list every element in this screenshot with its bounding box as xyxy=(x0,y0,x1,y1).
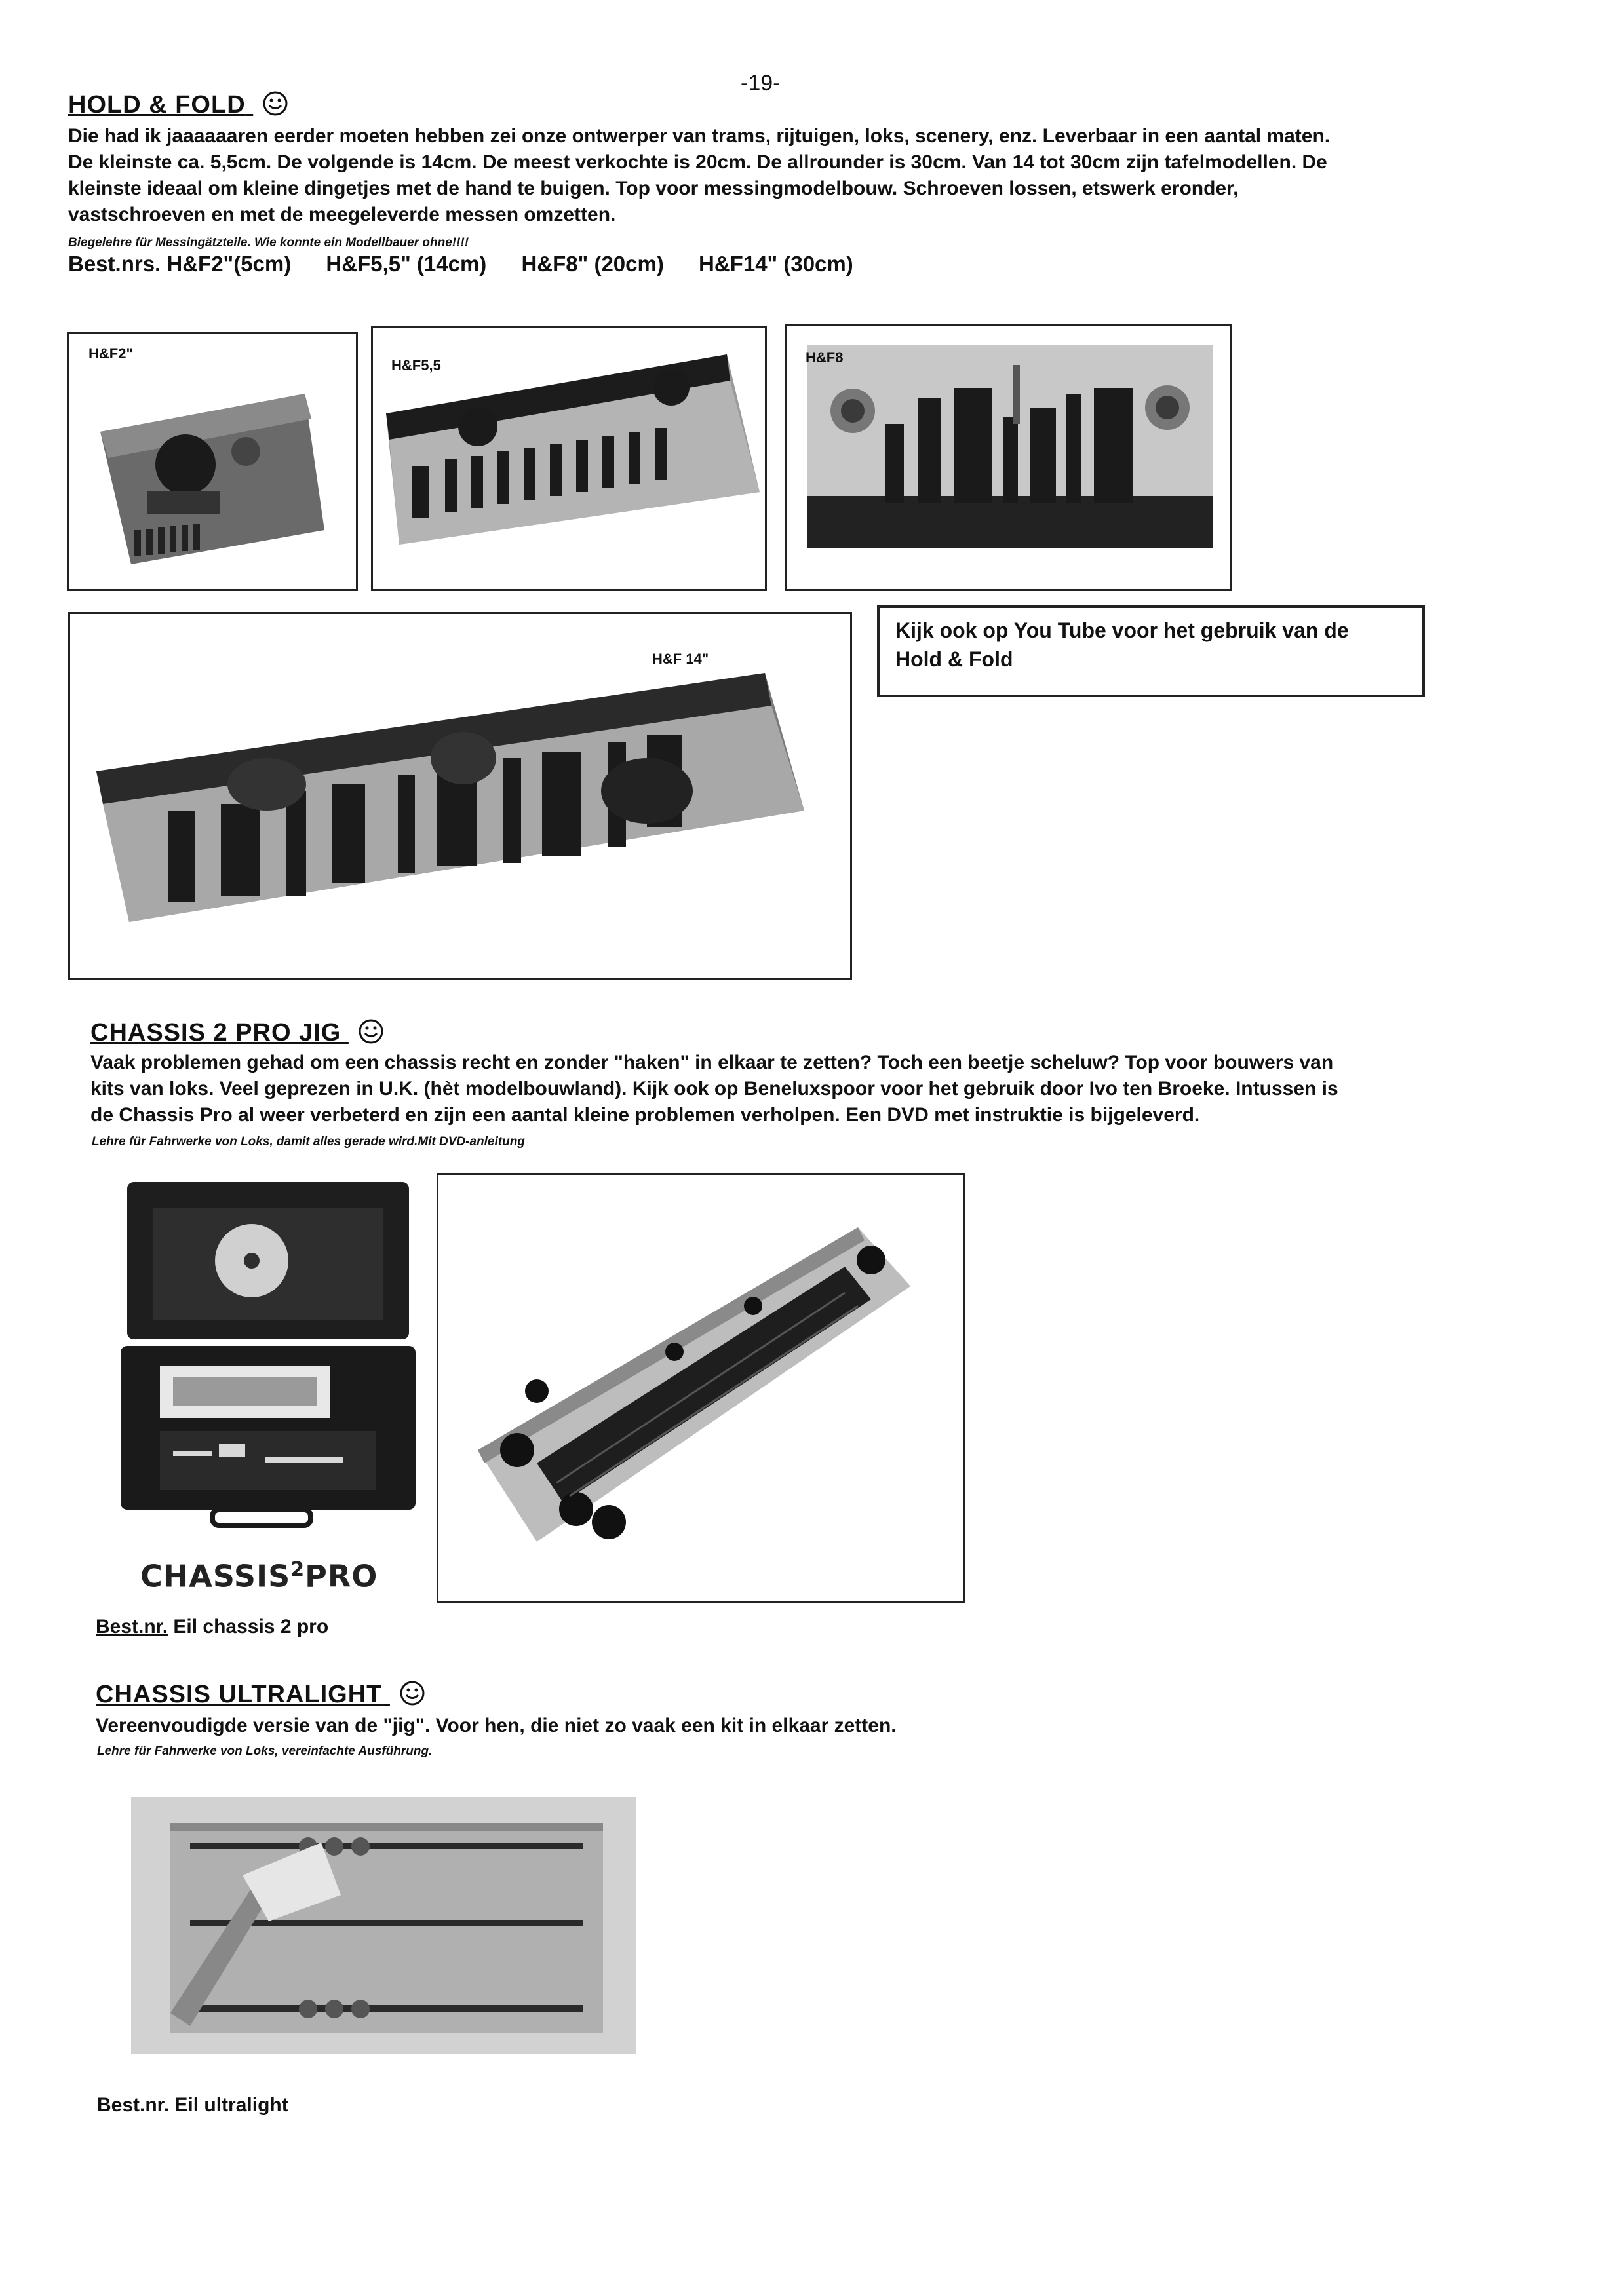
chassis-pro-description xyxy=(90,1050,1500,1128)
caption-rest: Eil chassis 2 pro xyxy=(168,1616,329,1637)
chassis-pro-caption xyxy=(96,1616,328,1638)
logo-suffix: PRO xyxy=(305,1558,378,1594)
chassis-pro-jig-photo xyxy=(437,1173,965,1603)
photo-label: H&F2" xyxy=(88,345,133,362)
hf14-image xyxy=(70,614,850,978)
hold-fold-title-text: HOLD & FOLD xyxy=(68,91,246,119)
hold-fold-order-numbers xyxy=(68,252,882,277)
photo-hf14 xyxy=(68,612,852,980)
hold-fold-german-note: Biegelehre für Messingätzteile. Wie konnte ein Modellbauer ohne!!!! xyxy=(68,236,469,250)
ultralight-image xyxy=(131,1797,636,2054)
chassis-pro-title-text: CHASSIS 2 PRO JIG xyxy=(90,1019,341,1046)
hold-fold-line: vastschroeven en met de meegeleverde messen omzetten. xyxy=(68,204,616,225)
hold-fold-description xyxy=(68,123,1477,228)
chassis-pro-line: Vaak problemen gehad om een chassis recht en zonder "haken" in elkaar te zetten? Toch een beetje scheluw? Top voor bouwers van xyxy=(90,1052,1334,1073)
chassis-ultralight-line: Vereenvoudigde versie van de "jig". Voor hen, die niet zo vaak een kit in elkaar zetten. xyxy=(96,1715,897,1736)
photo-label: H&F8 xyxy=(806,349,844,366)
smiley-icon xyxy=(358,1018,384,1044)
chassis-pro-german-note: Lehre für Fahrwerke von Loks, damit alles gerade wird.Mit DVD-anleitung xyxy=(92,1135,525,1149)
smiley-icon xyxy=(399,1680,425,1706)
jig-image xyxy=(438,1175,963,1601)
photo-hf5-5 xyxy=(371,326,767,591)
caption-prefix: Best.nr. xyxy=(96,1616,168,1637)
smiley-icon xyxy=(262,90,288,117)
chassis-ultralight-title-text: CHASSIS ULTRALIGHT xyxy=(96,1681,383,1708)
chassis-ultralight-caption: Best.nr. Eil ultralight xyxy=(97,2094,288,2116)
chassis-pro-line: de Chassis Pro al weer verbeterd en zijn een aantal kleine problemen verholpen. Een DVD met instruktie is bijgeleverd. xyxy=(90,1104,1200,1126)
chassis-pro-title xyxy=(90,1018,384,1047)
photo-hf2 xyxy=(67,332,358,591)
order-number: H&F5,5" (14cm) xyxy=(326,252,487,276)
hold-fold-line: Die had ik jaaaaaaren eerder moeten hebben zei onze ontwerper van trams, rijtuigen, loks, scenery, enz. Leverbaar in een aantal maten. xyxy=(68,125,1331,147)
hold-fold-line: De kleinste ca. 5,5cm. De volgende is 14cm. De meest verkochte is 20cm. De allrounder is 30cm. Van 14 tot 30cm zijn tafelmodellen. De xyxy=(68,151,1327,173)
chassis-pro-line: kits van loks. Veel geprezen in U.K. (hèt modelbouwland). Kijk ook op Beneluxspoor voor het gebruik door Ivo ten Broeke. Intussen is xyxy=(90,1078,1338,1100)
photo-hf8 xyxy=(785,324,1232,591)
chassis-pro-case-photo xyxy=(101,1169,429,1536)
order-number: Best.nrs. H&F2"(5cm) xyxy=(68,252,292,276)
photo-label: H&F 14" xyxy=(652,651,709,667)
photo-label: H&F5,5 xyxy=(391,357,441,373)
logo-text: CHASSIS xyxy=(140,1558,291,1594)
hold-fold-title xyxy=(68,90,288,119)
chassis-pro-logo xyxy=(140,1558,378,1594)
chassis-ultralight-photo xyxy=(131,1797,636,2054)
page-number: -19- xyxy=(741,71,781,96)
order-number: H&F14" (30cm) xyxy=(699,252,853,276)
chassis-ultralight-german-note: Lehre für Fahrwerke von Loks, vereinfachte Ausführung. xyxy=(97,1744,433,1758)
youtube-callout xyxy=(877,605,1425,697)
chassis-ultralight-title xyxy=(96,1680,425,1709)
callout-line: Hold & Fold xyxy=(895,647,1013,671)
order-number: H&F8" (20cm) xyxy=(521,252,664,276)
callout-line: Kijk ook op You Tube voor het gebruik van de xyxy=(895,619,1349,642)
logo-superscript: 2 xyxy=(290,1558,305,1581)
hf8-image xyxy=(787,326,1230,589)
hold-fold-line: kleinste ideaal om kleine dingetjes met de hand te buigen. Top voor messingmodelbouw. Schroeven lossen, etswerk eronder, xyxy=(68,178,1239,199)
case-image xyxy=(101,1169,429,1536)
hf2-image xyxy=(69,334,356,589)
